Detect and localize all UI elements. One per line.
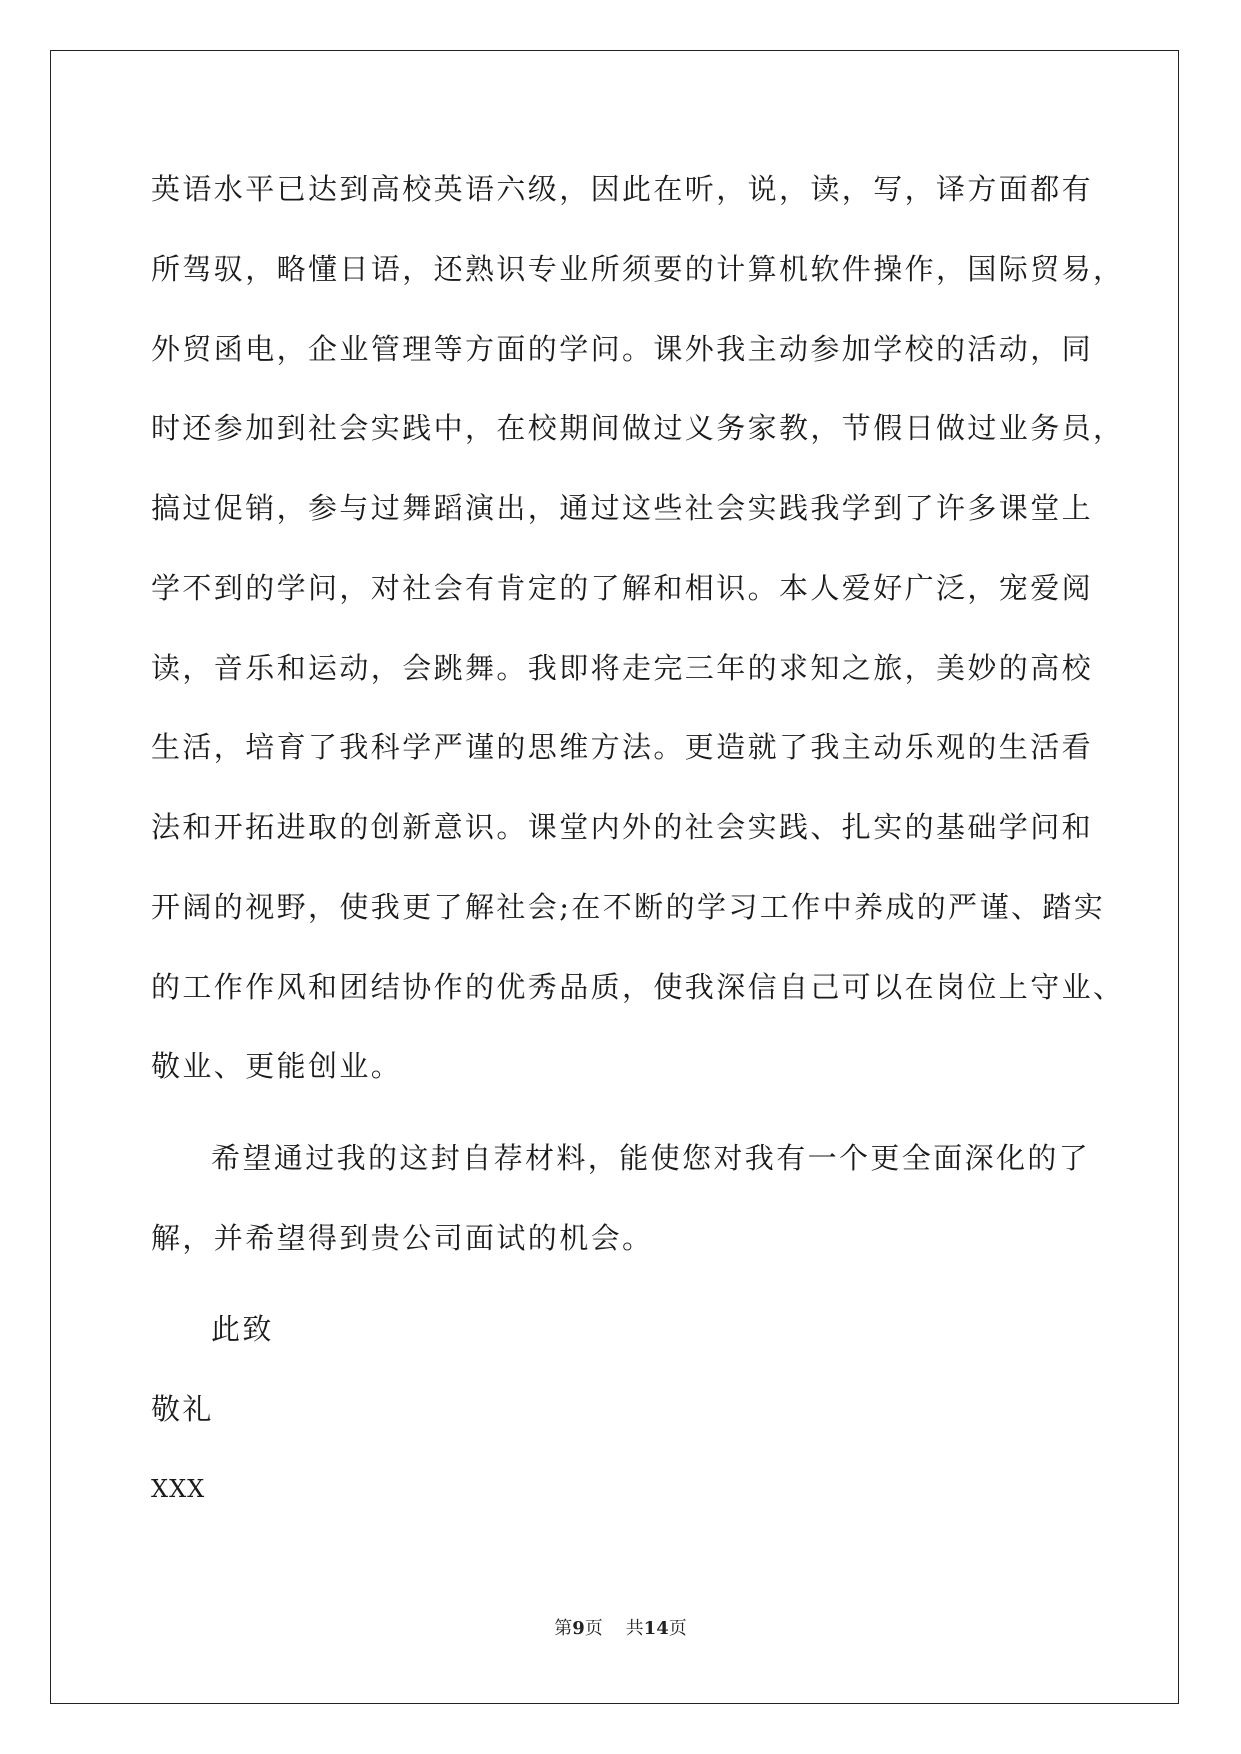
closing-line-1: 希望通过我的这封自荐材料，能使您对我有一个更全面深化的了	[211, 1141, 1091, 1175]
body-line-11: 的工作作风和团结协作的优秀品质，使我深信自己可以在岗位上守业、	[151, 970, 1125, 1004]
body-line-7: 读，音乐和运动，会跳舞。我即将走完三年的求知之旅，美妙的高校	[151, 651, 1094, 685]
page-frame	[50, 50, 1179, 1704]
body-line-4: 时还参加到社会实践中，在校期间做过义务家教，节假日做过业务员，	[151, 411, 1125, 445]
closing-line-2: 解，并希望得到贵公司面试的机会。	[151, 1221, 654, 1255]
body-line-1: 英语水平已达到高校英语六级，因此在听，说，读，写，译方面都有	[151, 172, 1094, 206]
footer-page-suffix: 页	[584, 1618, 603, 1639]
body-line-6: 学不到的学问，对社会有肯定的了解和相识。本人爱好广泛，宠爱阅	[151, 571, 1094, 605]
body-line-3: 外贸函电，企业管理等方面的学问。课外我主动参加学校的活动，同	[151, 332, 1094, 366]
body-line-10: 开阔的视野，使我更了解社会;在不断的学习工作中养成的严谨、踏实	[151, 890, 1106, 924]
regards: 敬礼	[151, 1392, 214, 1426]
page-footer	[0, 1618, 1241, 1640]
body-line-5: 搞过促销，参与过舞蹈演出，通过这些社会实践我学到了许多课堂上	[151, 491, 1094, 525]
body-line-8: 生活，培育了我科学严谨的思维方法。更造就了我主动乐观的生活看	[151, 730, 1094, 764]
footer-total-suffix: 页	[668, 1618, 687, 1639]
body-line-9: 法和开拓进取的创新意识。课堂内外的社会实践、扎实的基础学问和	[151, 810, 1094, 844]
salutation: 此致	[211, 1312, 274, 1346]
footer-page-number: 9	[572, 1618, 585, 1639]
body-line-2: 所驾驭，略懂日语，还熟识专业所须要的计算机软件操作，国际贸易，	[151, 252, 1125, 286]
body-line-12: 敬业、更能创业。	[151, 1049, 403, 1083]
footer-total-pages: 14	[643, 1618, 669, 1639]
signature: XXX	[151, 1475, 206, 1503]
footer-total-prefix: 共	[625, 1618, 644, 1639]
footer-prefix: 第	[554, 1618, 573, 1639]
